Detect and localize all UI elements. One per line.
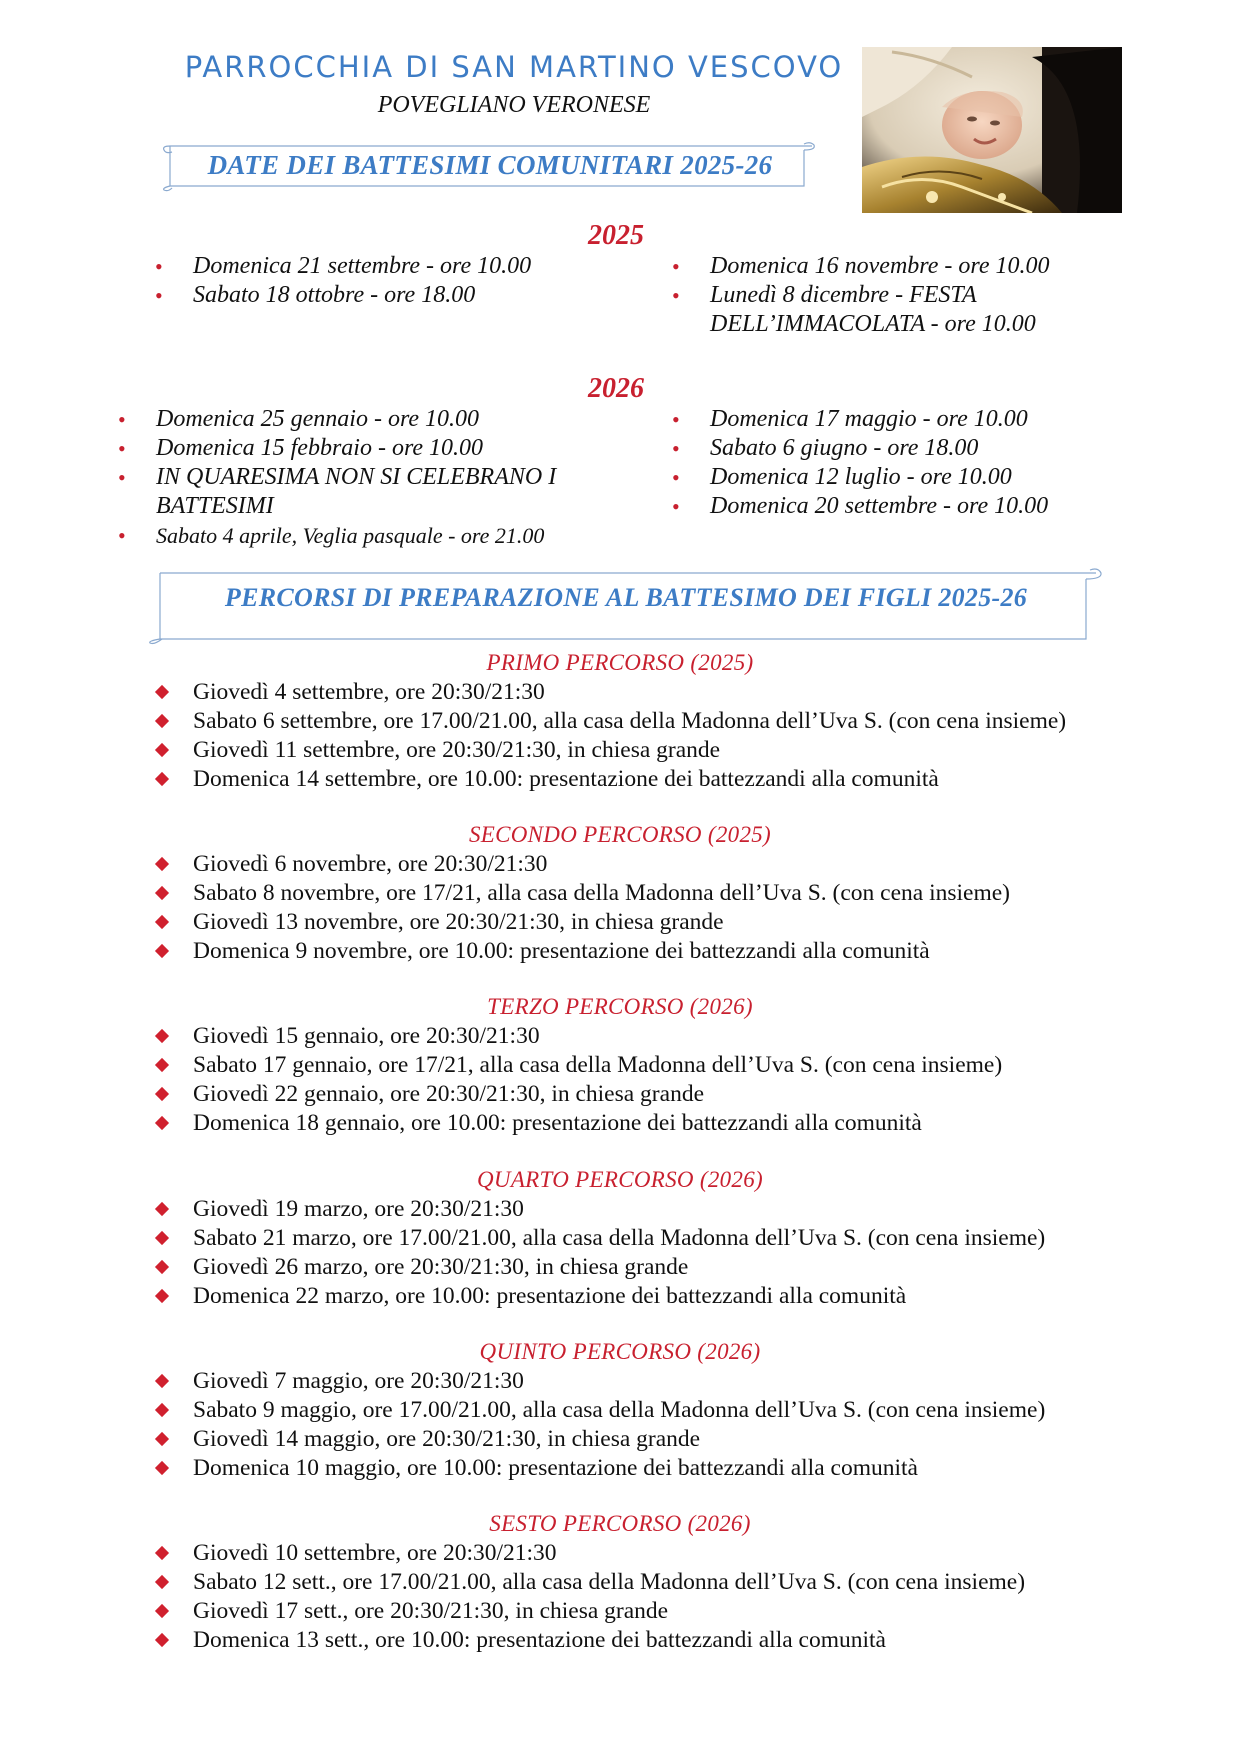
list-item: Domenica 14 settembre, ore 10.00: presentazione dei battezzandi alla comunità [155, 765, 1066, 794]
year-2026-title: 2026 [588, 373, 644, 404]
list-item: • Domenica 12 luglio - ore 10.00 [672, 464, 1012, 490]
list-item: • Sabato 18 ottobre - ore 18.00 [155, 282, 476, 308]
year-2026-left-list [118, 405, 618, 551]
list-item: Giovedì 13 novembre, ore 20:30/21:30, in chiesa grande [155, 908, 1010, 937]
list-item: • Domenica 21 settembre - ore 10.00 [155, 253, 532, 279]
baptism-photo [862, 47, 1122, 213]
course-2-title: SECONDO PERCORSO (2025) [468, 822, 772, 847]
course-2-list [155, 850, 1010, 966]
list-item: • Sabato 6 giugno - ore 18.00 [672, 435, 979, 461]
list-item: Giovedì 17 sett., ore 20:30/21:30, in chiesa grande [155, 1597, 1025, 1626]
course-3-list [155, 1022, 1002, 1138]
list-item: Giovedì 7 maggio, ore 20:30/21:30 [155, 1367, 1045, 1396]
course-4-title: QUARTO PERCORSO (2026) [477, 1167, 763, 1192]
list-item: Domenica 22 marzo, ore 10.00: presentazione dei battezzandi alla comunità [155, 1282, 1045, 1311]
list-item: Sabato 6 settembre, ore 17.00/21.00, alla casa della Madonna dell’Uva S. (con cena insieme) [155, 707, 1066, 736]
year-2025-left-list [155, 252, 595, 310]
list-item: • Domenica 16 novembre - ore 10.00 [672, 253, 1050, 279]
list-item: Giovedì 4 settembre, ore 20:30/21:30 [155, 678, 1066, 707]
list-item: Giovedì 6 novembre, ore 20:30/21:30 [155, 850, 1010, 879]
preparation-title: PERCORSI DI PREPARAZIONE AL BATTESIMO DEI FIGLI 2025-26 [224, 583, 1028, 612]
parish-town: POVEGLIANO VERONESE [377, 92, 651, 118]
list-item: Giovedì 22 gennaio, ore 20:30/21:30, in chiesa grande [155, 1080, 1002, 1109]
course-4-list [155, 1195, 1045, 1311]
list-item: Giovedì 11 settembre, ore 20:30/21:30, in chiesa grande [155, 736, 1066, 765]
list-item: Sabato 21 marzo, ore 17.00/21.00, alla casa della Madonna dell’Uva S. (con cena insieme) [155, 1224, 1045, 1253]
list-item: • Domenica 25 gennaio - ore 10.00 [118, 406, 480, 432]
list-item: Domenica 10 maggio, ore 10.00: presentazione dei battezzandi alla comunità [155, 1454, 1045, 1483]
course-1-list [155, 678, 1066, 794]
year-2025-right-list [672, 252, 1072, 339]
course-6-title: SESTO PERCORSO (2026) [489, 1511, 751, 1536]
list-item: • Domenica 17 maggio - ore 10.00 [672, 406, 1028, 432]
year-2025-title: 2025 [588, 220, 644, 251]
course-3-title: TERZO PERCORSO (2026) [487, 994, 753, 1019]
list-item: Domenica 18 gennaio, ore 10.00: presentazione dei battezzandi alla comunità [155, 1109, 1002, 1138]
list-item: • IN QUARESIMA NON SI CELEBRANO I BATTESIMI [118, 464, 557, 519]
baptism-dates-title: DATE DEI BATTESIMI COMUNITARI 2025-26 [207, 150, 773, 180]
list-item: Sabato 17 gennaio, ore 17/21, alla casa della Madonna dell’Uva S. (con cena insieme) [155, 1051, 1002, 1080]
list-item: • Domenica 15 febbraio - ore 10.00 [118, 435, 484, 461]
list-item: Sabato 12 sett., ore 17.00/21.00, alla casa della Madonna dell’Uva S. (con cena insieme) [155, 1568, 1025, 1597]
course-5-title: QUINTO PERCORSO (2026) [479, 1339, 761, 1364]
list-item: Giovedì 15 gennaio, ore 20:30/21:30 [155, 1022, 1002, 1051]
list-item: • Lunedì 8 dicembre - FESTA DELL’IMMACOLATA - ore 10.00 [672, 282, 1036, 337]
list-item: Giovedì 14 maggio, ore 20:30/21:30, in chiesa grande [155, 1425, 1045, 1454]
list-item: Giovedì 26 marzo, ore 20:30/21:30, in chiesa grande [155, 1253, 1045, 1282]
list-item: Domenica 13 sett., ore 10.00: presentazione dei battezzandi alla comunità [155, 1626, 1025, 1655]
list-item: Giovedì 10 settembre, ore 20:30/21:30 [155, 1539, 1025, 1568]
list-item: • Sabato 4 aprile, Veglia pasquale - ore 21.00 [118, 523, 545, 548]
baptism-dates-banner [160, 140, 820, 192]
course-1-title: PRIMO PERCORSO (2025) [486, 650, 754, 675]
list-item: Sabato 9 maggio, ore 17.00/21.00, alla casa della Madonna dell’Uva S. (con cena insieme) [155, 1396, 1045, 1425]
year-2026-right-list [672, 405, 1092, 521]
course-5-list [155, 1367, 1045, 1483]
parish-name: PARROCCHIA DI SAN MARTINO VESCOVO [184, 50, 844, 84]
course-6-list [155, 1539, 1025, 1655]
list-item: Sabato 8 novembre, ore 17/21, alla casa della Madonna dell’Uva S. (con cena insieme) [155, 879, 1010, 908]
list-item: Domenica 9 novembre, ore 10.00: presentazione dei battezzandi alla comunità [155, 937, 1010, 966]
list-item: • Domenica 20 settembre - ore 10.00 [672, 493, 1049, 519]
preparation-banner [146, 565, 1106, 645]
list-item: Giovedì 19 marzo, ore 20:30/21:30 [155, 1195, 1045, 1224]
